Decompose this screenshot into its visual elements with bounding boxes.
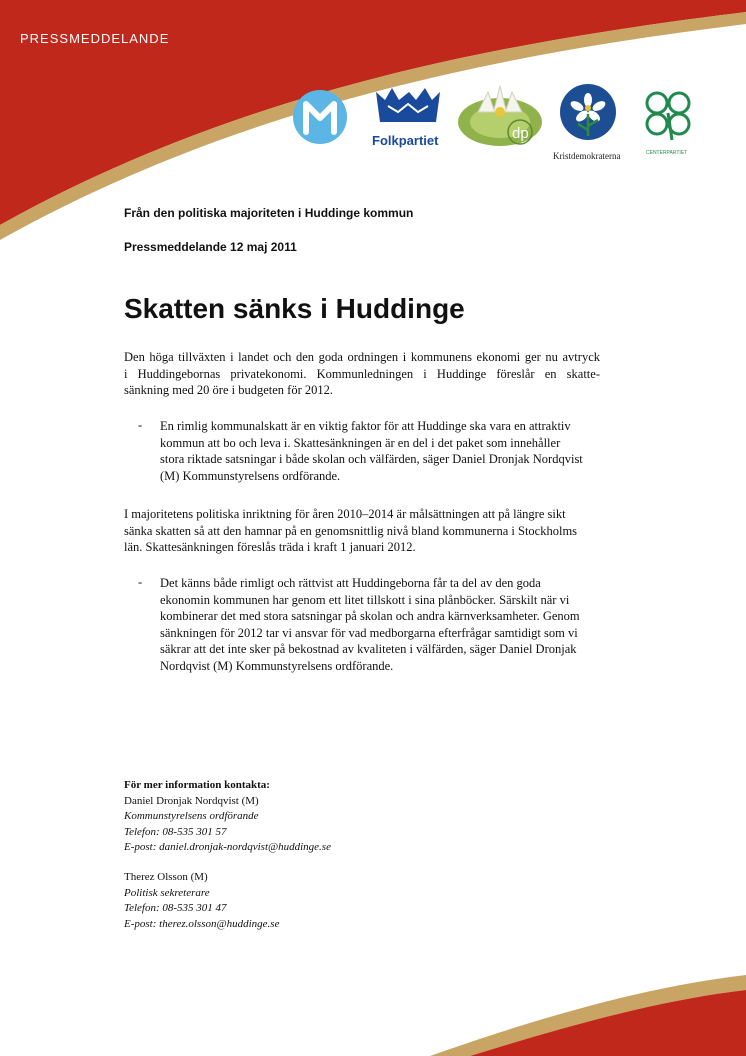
contact-name: Therez Olsson (M) — [124, 871, 208, 883]
document-type-label: PRESSMEDDELANDE — [20, 31, 170, 46]
text-line: (M) Kommunstyrelsens ordförande. — [160, 468, 341, 483]
dp-wordmark: dp — [512, 125, 529, 142]
kristdemokraterna-wordmark: Kristdemokraterna — [553, 151, 621, 161]
folkpartiet-logo — [372, 88, 440, 148]
contact-heading: För mer information kontakta: — [124, 779, 270, 791]
centerpartiet-wordmark: CENTERPARTIET — [646, 150, 688, 156]
kristdemokraterna-logo — [553, 84, 620, 161]
folkpartiet-wordmark: Folkpartiet — [372, 133, 439, 148]
contact-email[interactable]: E-post: therez.olsson@huddinge.se — [124, 917, 280, 930]
quote-dash: - — [138, 418, 143, 432]
contact-name: Daniel Dronjak Nordqvist (M) — [124, 794, 259, 807]
dp-logo — [458, 86, 542, 146]
text-line: sänkningen för 2012 tar vi ansvar för vad medborgarna efterfrågar samtidigt som vi — [160, 625, 578, 640]
contact-role: Kommunstyrelsens ordförande — [124, 810, 259, 822]
contact-email[interactable]: E-post: daniel.dronjak-nordqvist@huddinge.se — [124, 841, 331, 853]
party-logos — [0, 0, 746, 170]
contact-block-1 — [124, 778, 331, 856]
policy-paragraph — [124, 506, 600, 556]
contact-role: Politisk sekreterare — [124, 886, 210, 899]
contact-phone: Telefon: 08-535 301 57 — [124, 825, 227, 838]
text-line: kombinerar det med stora satsningar på skolan och andra kärnverksamheter. Genom — [160, 609, 580, 623]
moderaterna-logo — [293, 90, 347, 144]
quote-paragraph-2 — [160, 575, 600, 674]
text-line: ekonomin kommunen har genom ett litet tillskott i sina plånböcker. Särskilt när vi — [160, 592, 570, 607]
contact-phone: Telefon: 08-535 301 47 — [124, 902, 227, 914]
text-line: kommun att bo och leva i. Skattesänkningen är en del i det paket som innehåller — [160, 435, 561, 450]
text-line: sänka skatten så att den hamnar på en genomsnittlig nivå bland kommunerna i Stockholms — [124, 523, 578, 538]
text-line: säkrar att det inte sker på bekostnad av kvaliteten i välfärden, säger Daniel Dronjak — [160, 642, 577, 656]
page-title: Skatten sänks i Huddinge — [124, 293, 465, 324]
quote-paragraph-1 — [160, 418, 600, 484]
text-line: sänkning med 20 öre i budgeten för 2012. — [124, 383, 333, 397]
text-line: I majoritetens politiska inriktning för åren 2010–2014 är målsättningen att på längre sikt — [124, 507, 566, 521]
text-line: Nordqvist (M) Kommunstyrelsens ordförande. — [160, 658, 394, 673]
centerpartiet-logo — [646, 93, 689, 156]
contact-block-2 — [124, 870, 279, 932]
sender-line: Från den politiska majoriteten i Huddinge kommun — [124, 206, 414, 220]
text-line: Den höga tillväxten i landet och den goda ordningen i kommunens ekonomi ger nu avtryck — [124, 350, 600, 364]
release-date: Pressmeddelande 12 maj 2011 — [124, 240, 297, 254]
intro-paragraph — [124, 349, 600, 399]
text-line: stora riktade satsningar i både skolan och välfärden, säger Daniel Dronjak Nordqvist — [160, 452, 583, 466]
text-line: En rimlig kommunalskatt är en viktig faktor för att Huddinge ska vara en attraktiv — [160, 419, 571, 433]
text-line: Det känns både rimligt och rättvist att Huddingeborna får ta del av den goda — [160, 576, 541, 590]
text-line: i Huddingebornas privatekonomi. Kommunledningen i Huddinge föreslår en skatte- — [124, 366, 600, 381]
text-line: län. Skattesänkningen föreslås träda i kraft 1 januari 2012. — [124, 540, 416, 554]
quote-dash: - — [138, 575, 143, 589]
footer-red-band — [470, 990, 746, 1056]
